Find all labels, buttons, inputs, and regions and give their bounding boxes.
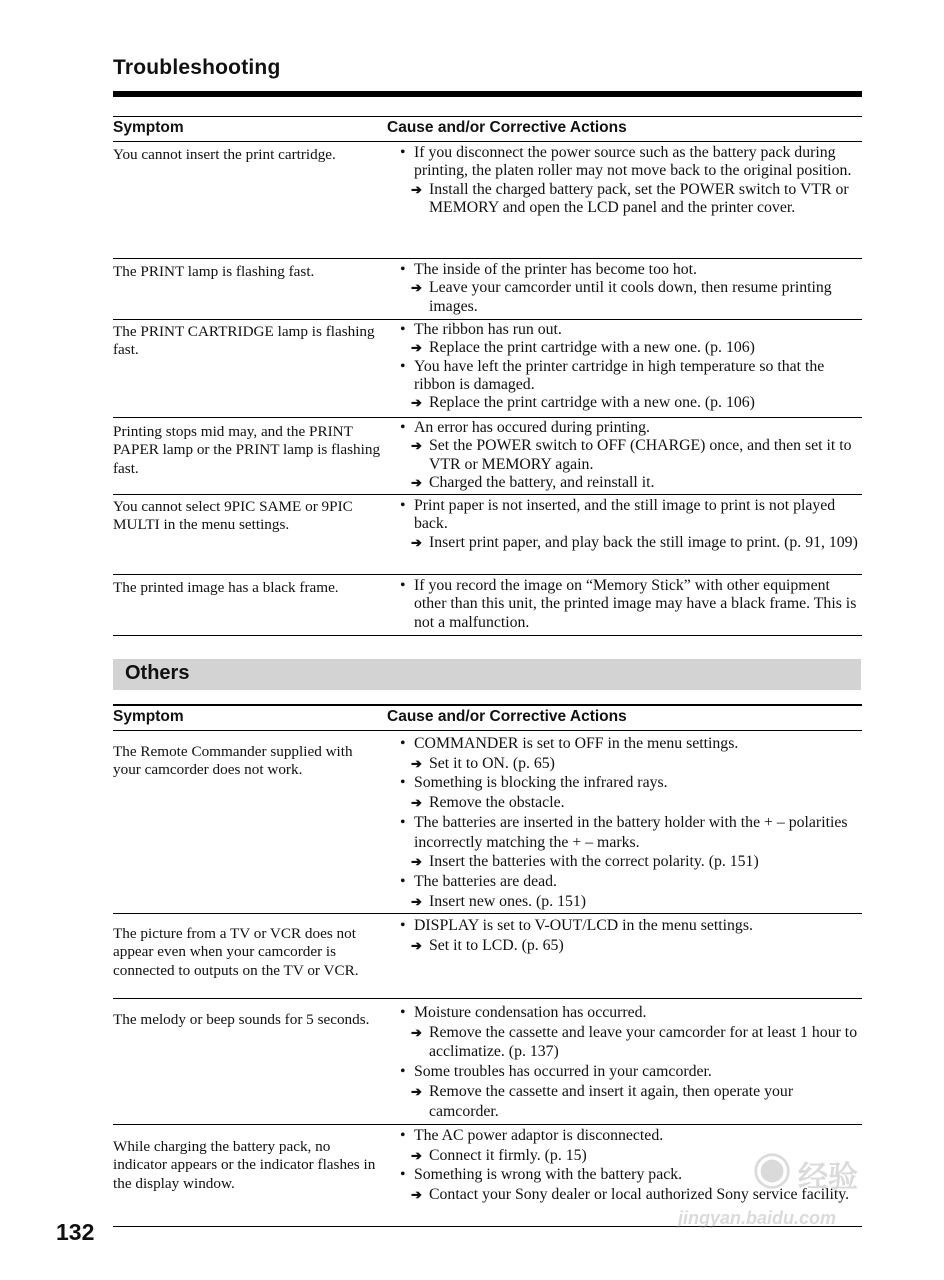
section-bar-others (113, 659, 861, 690)
causes-cell (400, 577, 862, 632)
action-text: Connect it firmly. (p. 15) (429, 1146, 587, 1164)
cause-text: Some troubles has occurred in your camcorder. (414, 1063, 712, 1081)
cause-text: If you record the image on “Memory Stick” with other equipment other than this unit, the printed image may have a black frame. This is not a malfunction. (414, 577, 857, 631)
table-row (113, 494, 862, 575)
cause-item (400, 1003, 862, 1023)
cause-item (400, 1062, 862, 1082)
action-text: Insert print paper, and play back the still image to print. (p. 91, 109) (429, 533, 858, 551)
cause-text: An error has occured during printing. (414, 419, 651, 436)
action-text: Set it to LCD. (p. 65) (429, 936, 564, 954)
arrow-icon: ➔ (411, 1187, 422, 1203)
arrow-icon: ➔ (411, 395, 422, 411)
arrow-icon: ➔ (411, 937, 422, 953)
cause-item (400, 872, 862, 892)
bullet-icon: • (400, 577, 406, 594)
symptom-cell: The Remote Commander supplied with your camcorder does not work. (113, 743, 353, 779)
causes-cell (400, 497, 862, 552)
arrow-icon: ➔ (411, 340, 422, 356)
corrective-action (400, 339, 862, 357)
bullet-icon: • (400, 813, 406, 831)
cause-text: The inside of the printer has become too hot. (414, 261, 697, 278)
corrective-action (400, 936, 862, 956)
bullet-icon: • (400, 735, 406, 752)
table-row (113, 142, 862, 259)
arrow-icon: ➔ (411, 854, 422, 870)
causes-cell (400, 916, 862, 955)
cause-item (400, 813, 862, 852)
table-row (113, 319, 862, 418)
page-title: Troubleshooting (113, 56, 281, 79)
action-text: Leave your camcorder until it cools down, then resume printing images. (429, 279, 832, 315)
action-text: Remove the obstacle. (429, 794, 565, 812)
title-rule (113, 91, 862, 97)
bullet-icon: • (400, 321, 406, 338)
action-text: Set the POWER switch to OFF (CHARGE) once, and then set it to VTR or MEMORY again. (429, 437, 852, 473)
bullet-icon: • (400, 917, 406, 934)
symptom-cell: While charging the battery pack, no indicator appears or the indicator flashes in the display window. (113, 1138, 376, 1192)
table-row (113, 258, 862, 320)
causes-cell (400, 734, 862, 911)
causes-cell (400, 419, 862, 492)
table-row (113, 574, 862, 636)
cause-text: Something is blocking the infrared rays. (414, 774, 668, 792)
cause-item (400, 773, 862, 793)
cause-text: COMMANDER is set to OFF in the menu settings. (414, 735, 739, 752)
corrective-action (400, 181, 862, 218)
table-row (113, 998, 862, 1125)
cause-text: The AC power adaptor is disconnected. (414, 1127, 664, 1144)
watermark-url: jingyan.baidu.com (678, 1208, 837, 1228)
table-header (113, 706, 862, 731)
corrective-action (400, 474, 862, 492)
arrow-icon: ➔ (411, 280, 422, 296)
action-text: Install the charged battery pack, set the POWER switch to VTR or MEMORY and open the LCD panel and the printer cover. (429, 180, 849, 216)
bullet-icon: • (400, 357, 406, 375)
corrective-action (400, 754, 862, 774)
causes-header: Cause and/or Corrective Actions (387, 119, 627, 136)
causes-cell (400, 1003, 862, 1121)
cause-item (400, 144, 862, 181)
watermark (668, 1134, 888, 1234)
action-text: Remove the cassette and insert it again, then operate your camcorder. (429, 1082, 794, 1120)
arrow-icon: ➔ (411, 1147, 422, 1163)
cause-item (400, 734, 862, 754)
bullet-icon: • (400, 261, 406, 278)
corrective-action (400, 394, 862, 412)
cause-text: DISPLAY is set to V-OUT/LCD in the menu settings. (414, 917, 753, 934)
bullet-icon: • (400, 774, 406, 792)
arrow-icon: ➔ (411, 1024, 422, 1040)
arrow-icon: ➔ (411, 534, 422, 550)
cause-text: You have left the printer cartridge in high temperature so that the ribbon is damaged. (414, 357, 825, 393)
cause-text: If you disconnect the power source such as the battery pack during printing, the platen roller may not move back to the original position. (414, 144, 852, 180)
cause-item (400, 419, 862, 437)
cause-text: The batteries are inserted in the battery holder with the + – polarities incorrectly matching the + – marks. (414, 813, 848, 851)
cause-item (400, 916, 862, 936)
cause-item (400, 261, 862, 279)
corrective-action (400, 892, 862, 912)
bullet-icon: • (400, 1166, 406, 1184)
arrow-icon: ➔ (411, 474, 422, 490)
action-text: Charged the battery, and reinstall it. (429, 473, 655, 491)
section-title: Others (125, 662, 190, 684)
causes-header: Cause and/or Corrective Actions (387, 708, 627, 725)
cause-item (400, 497, 862, 534)
table-row (113, 913, 862, 999)
table-row (113, 731, 862, 914)
table-header (113, 117, 862, 142)
corrective-action (400, 1023, 862, 1062)
cause-item (400, 358, 862, 395)
action-text: Insert the batteries with the correct polarity. (p. 151) (429, 853, 759, 871)
corrective-action (400, 437, 862, 474)
action-text: Insert new ones. (p. 151) (429, 892, 587, 910)
symptom-header: Symptom (113, 119, 184, 136)
watermark-logo-text: 经验 (798, 1161, 858, 1194)
corrective-action (400, 1082, 862, 1121)
page-number: 132 (56, 1219, 95, 1245)
cause-item (400, 577, 862, 632)
symptom-cell: The melody or beep sounds for 5 seconds. (113, 1011, 370, 1028)
action-text: Remove the cassette and leave your camcorder for at least 1 hour to acclimatize. (p. 137) (429, 1023, 858, 1061)
bullet-icon: • (400, 1127, 406, 1144)
cause-text: The batteries are dead. (414, 872, 557, 890)
symptom-cell: You cannot insert the print cartridge. (113, 146, 336, 163)
causes-cell (400, 144, 862, 217)
action-text: Contact your Sony dealer or local authorized Sony service facility. (429, 1186, 850, 1204)
cause-text: Print paper is not inserted, and the still image to print is not played back. (414, 497, 836, 533)
cause-item (400, 321, 862, 339)
arrow-icon: ➔ (411, 755, 422, 771)
action-text: Set it to ON. (p. 65) (429, 754, 555, 772)
corrective-action (400, 852, 862, 872)
cause-text: Moisture condensation has occurred. (414, 1004, 647, 1021)
symptom-cell: You cannot select 9PIC SAME or 9PIC MULTI in the menu settings. (113, 498, 353, 534)
table-row (113, 417, 862, 495)
corrective-action (400, 279, 862, 316)
corrective-action (400, 793, 862, 813)
symptom-cell: Printing stops mid may, and the PRINT PAPER lamp or the PRINT lamp is flashing fast. (113, 423, 381, 477)
action-text: Replace the print cartridge with a new one. (p. 106) (429, 339, 755, 357)
symptom-cell: The picture from a TV or VCR does not appear even when your camcorder is connected to outputs on the TV or VCR. (113, 925, 359, 979)
troubleshooting-table (113, 116, 862, 631)
symptom-cell: The PRINT lamp is flashing fast. (113, 263, 315, 280)
arrow-icon: ➔ (411, 181, 422, 197)
bullet-icon: • (400, 1063, 406, 1081)
symptom-header: Symptom (113, 708, 184, 725)
cause-text: The ribbon has run out. (414, 321, 562, 338)
causes-cell (400, 261, 862, 316)
action-text: Replace the print cartridge with a new one. (p. 106) (429, 394, 755, 412)
arrow-icon: ➔ (411, 893, 422, 909)
arrow-icon: ➔ (411, 795, 422, 811)
causes-cell (400, 321, 862, 412)
corrective-action (400, 534, 862, 552)
arrow-icon: ➔ (411, 1083, 422, 1099)
bullet-icon: • (400, 1004, 406, 1021)
symptom-cell: The PRINT CARTRIDGE lamp is flashing fast. (113, 323, 375, 359)
bullet-icon: • (400, 144, 406, 161)
bullet-icon: • (400, 872, 406, 890)
paw-icon: ◉ (752, 1141, 793, 1193)
symptom-cell: The printed image has a black frame. (113, 579, 339, 596)
arrow-icon: ➔ (411, 438, 422, 454)
bullet-icon: • (400, 497, 406, 514)
cause-text: Something is wrong with the battery pack. (414, 1166, 683, 1184)
bullet-icon: • (400, 419, 406, 436)
